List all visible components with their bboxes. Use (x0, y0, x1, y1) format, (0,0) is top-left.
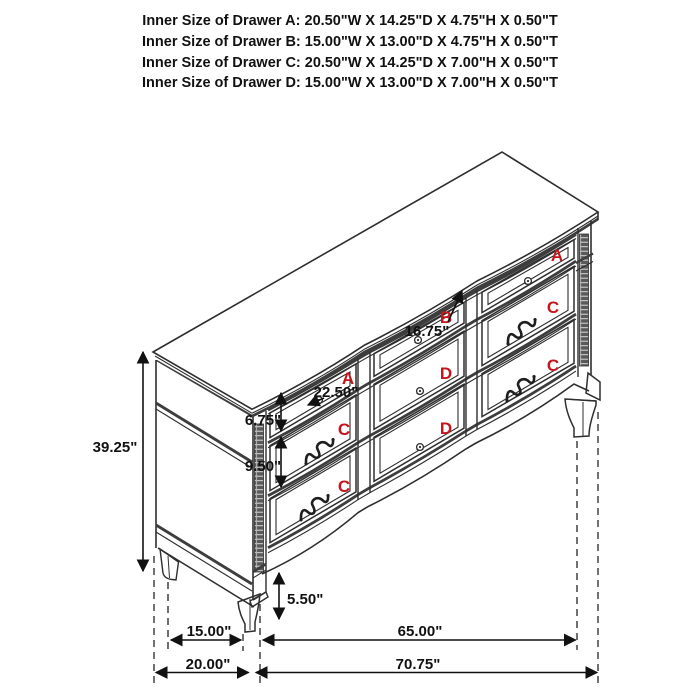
dim-leg-height: 5.50" (287, 591, 324, 608)
header-line-a: Inner Size of Drawer A: 20.50"W X 14.25"D X 4.75"H X 0.50"T (142, 13, 558, 29)
dresser-body (153, 152, 600, 632)
dim-front-leg-spacing: 65.00" (397, 623, 443, 640)
dim-overall-height: 39.25" (92, 439, 138, 456)
label-drawer-top-left: A (341, 369, 355, 388)
dim-side-leg-spacing: 15.00" (186, 623, 232, 640)
dim-overall-width: 70.75" (395, 656, 441, 673)
header-line-b: Inner Size of Drawer B: 15.00"W X 13.00"D X 4.75"H X 0.50"T (142, 33, 558, 50)
label-drawer-middle-left: C (337, 420, 351, 439)
knob-middle-center (417, 388, 424, 395)
left-side-panel (156, 360, 254, 607)
header-line-c: Inner Size of Drawer C: 20.50"W X 14.25"D X 7.00"H X 0.50"T (142, 54, 558, 71)
dim-lower-drawer-height: 9.50" (244, 458, 282, 475)
knob-bottom-center (417, 444, 424, 451)
pilaster-left-flutes (255, 424, 264, 572)
back-left-leg-edge (168, 556, 170, 578)
dim-overall-depth: 20.00" (185, 656, 231, 673)
pilaster-right-flutes (580, 234, 589, 366)
dim-center-drawer-width: 16.75" (404, 323, 450, 340)
label-drawer-bottom-left: C (337, 477, 351, 496)
label-drawer-middle-right: C (546, 298, 560, 317)
label-drawer-top-right: A (550, 246, 564, 265)
knob-top-right (525, 278, 532, 285)
label-drawer-top-center: B (439, 308, 453, 327)
header-line-d: Inner Size of Drawer D: 15.00"W X 13.00"D X 7.00"H X 0.50"T (142, 75, 558, 92)
label-drawer-bottom-center: D (439, 419, 453, 438)
dim-outer-drawer-width: 22.50" (313, 384, 359, 401)
label-drawer-bottom-right: C (546, 356, 560, 375)
label-drawer-middle-center: D (439, 364, 453, 383)
dim-top-drawer-height: 6.75" (244, 412, 282, 429)
side-panel-fill (156, 361, 254, 607)
front-right-leg (565, 399, 596, 437)
